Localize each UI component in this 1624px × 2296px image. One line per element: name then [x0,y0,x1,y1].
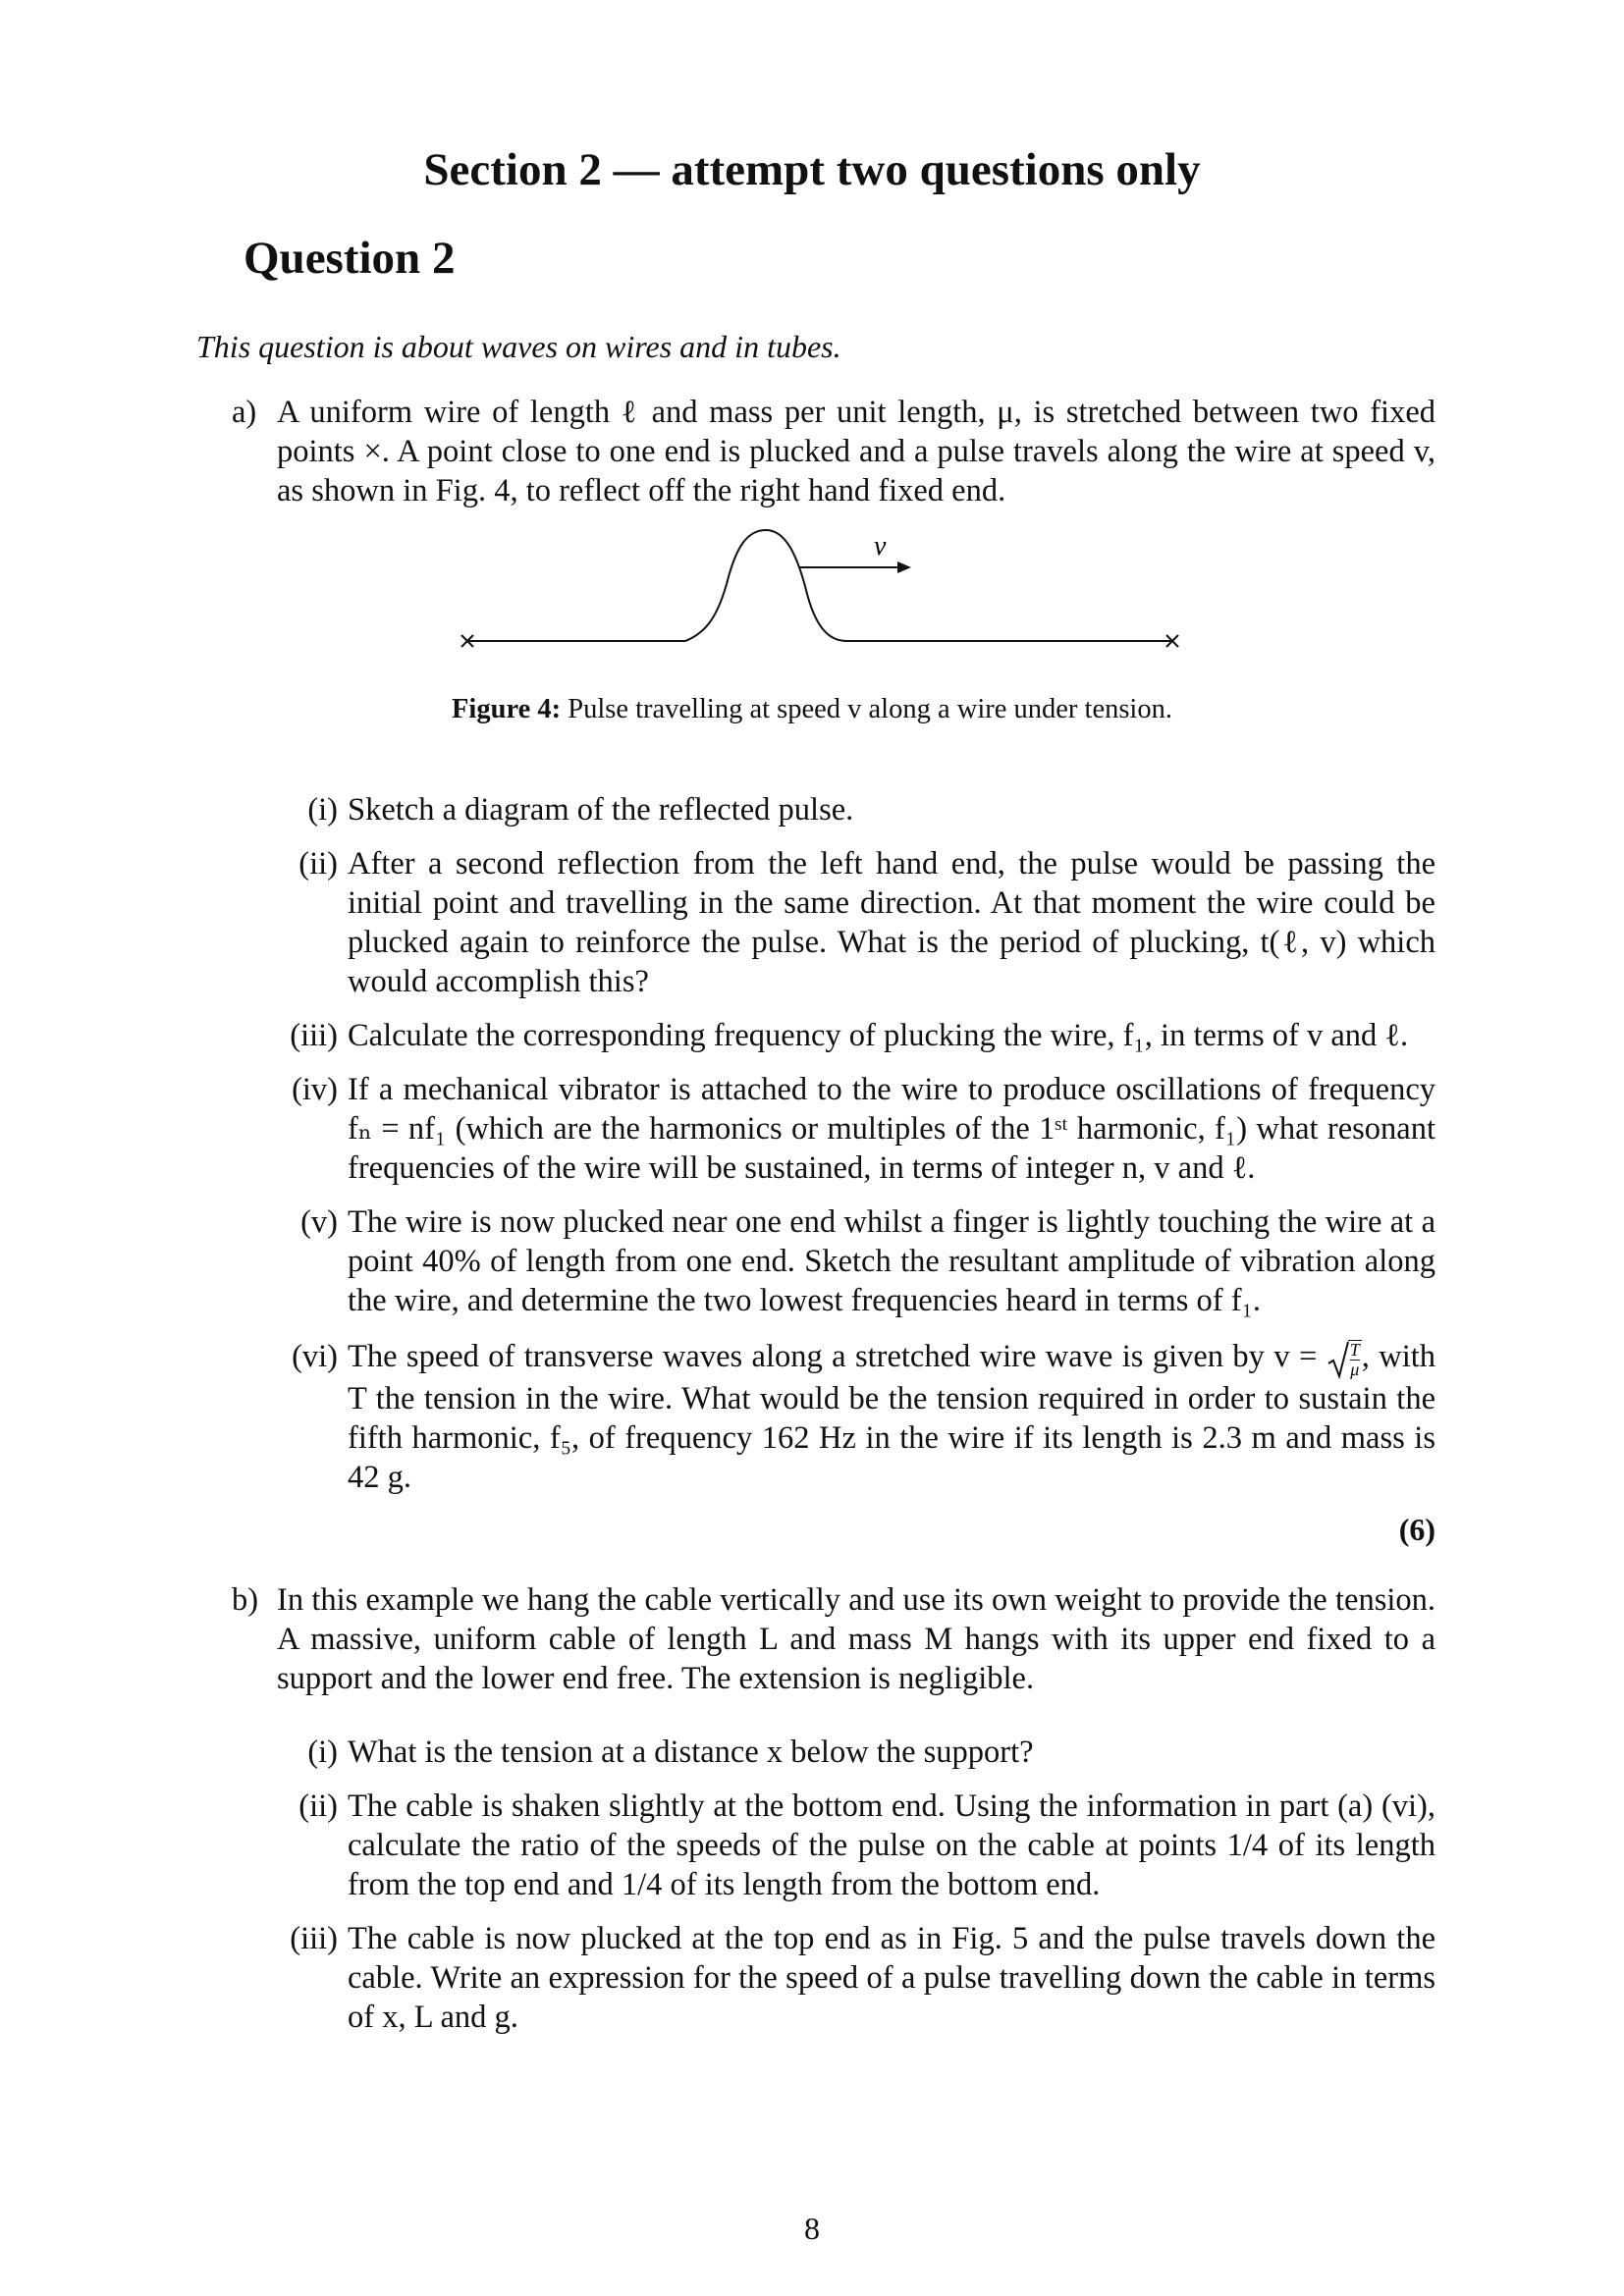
caption-label: Figure 4: [452,694,562,724]
subpart-label: (i) [307,1735,338,1770]
subpart-b-iii [290,1919,1435,2037]
subpart-label: (iv) [292,1072,338,1107]
question-title: Question 2 [244,233,456,284]
subpart-a-iv [292,1070,1435,1188]
subpart-a-i [307,790,1435,829]
subpart-a-iii [290,1016,1435,1055]
subpart-text-continued: , with T the tension in the wire. What would be the tension required in order to sustain the fifth harmonic, f₅, of frequency 162 Hz in the wire if its length is 2.3 m and mass is 42 g. [348,1339,1436,1495]
subpart-label: (v) [300,1204,338,1240]
sqrt-expression [1326,1340,1362,1379]
fraction-denominator: μ [1350,1359,1360,1379]
subpart-b-i [307,1733,1435,1772]
marks-badge: (6) [1398,1512,1435,1547]
subpart-a-v [300,1202,1435,1320]
subpart-text: The cable is shaken slightly at the bottom end. Using the information in part (a) (vi), calculate the ratio of the speeds of the pulse on the cable at points 1/4 of its length from the top end and 1/4 of its length from the bottom end. [348,1789,1435,1902]
subpart-text: Calculate the corresponding frequency of plucking the wire, f₁, in terms of v and ℓ. [348,1018,1409,1053]
subpart-text: If a mechanical vibrator is attached to the wire to produce oscillations of frequency fₙ = nf₁ (which are the harmonics or multiples of the 1ˢᵗ harmonic, f₁) what resonant frequencies of the wire will be sustained, in terms of integer n, v and ℓ. [348,1072,1435,1186]
part-a-label: a) [232,395,257,430]
subpart-text: The cable is now plucked at the top end as in Fig. 5 and the pulse travels down the cable. Write an expression for the speed of a pulse travelling down the cable in terms of x, L and g. [348,1921,1435,2035]
figure-4-pulse-diagram [442,525,1188,672]
subpart-text: The speed of transverse waves along a stretched wire wave is given by v = [348,1339,1318,1374]
wire-with-pulse [467,530,1172,641]
subpart-label: (ii) [298,1789,338,1824]
part-b-label: b) [232,1582,259,1618]
subpart-text: The wire is now plucked near one end whilst a finger is lightly touching the wire at a point 40% of length from one end. Sketch the resultant amplitude of vibration along the wire, and determine the two lowest frequencies heard in terms of f₁. [348,1204,1435,1318]
subpart-text: After a second reflection from the left hand end, the pulse would be passing the initial point and travelling in the same direction. At that moment the wire could be plucked again to reinforce the pulse. What is the period of plucking, t(ℓ, v) which would accomplish this? [348,846,1435,999]
subpart-text: Sketch a diagram of the reflected pulse. [348,792,854,828]
subpart-label: (iii) [290,1018,338,1053]
part-a-text [232,393,1435,510]
subpart-label: (iii) [290,1921,338,1956]
subpart-label: (i) [307,792,338,828]
subpart-text: What is the tension at a distance x below the support? [348,1735,1034,1770]
subpart-a-ii [298,844,1435,1001]
subpart-a-vi [292,1337,1436,1497]
page-number: 8 [804,2211,820,2246]
subpart-label: (ii) [298,846,338,881]
subpart-b-ii [298,1787,1435,1904]
figure-4-caption [0,692,1624,727]
fraction-numerator: T [1349,1339,1360,1360]
radical-sign-icon [1326,1340,1350,1389]
caption-text: Pulse travelling at speed v along a wire under tension. [568,694,1172,724]
part-a-body: A uniform wire of length ℓ and mass per unit length, μ, is stretched between two fixed points ×. A point close to one end is plucked and a pulse travels along the wire at speed v, as shown in Fig. 4, to reflect off the right hand fixed end. [277,395,1435,508]
part-b-body: In this example we hang the cable vertically and use its own weight to provide the tension. A massive, uniform cable of length L and mass M hangs with its upper end fixed to a support and the lower end free. The extension is negligible. [277,1582,1435,1696]
pulse-svg [442,525,1188,672]
sqrt-fraction [1348,1340,1362,1379]
section-title: Section 2 — attempt two questions only [423,144,1201,195]
part-b-text [232,1580,1435,1698]
subpart-label: (vi) [292,1339,338,1374]
velocity-label: v [874,531,887,561]
question-intro: This question is about waves on wires and in tubes. [196,329,841,364]
